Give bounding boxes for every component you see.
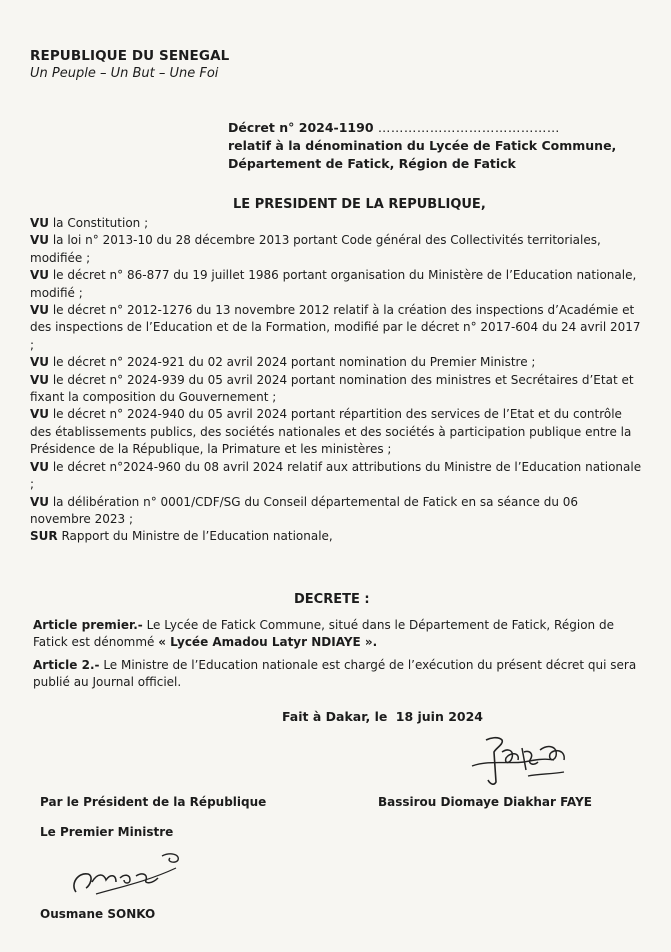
decree-number-line [228, 119, 616, 137]
decree-subject-line-2: Département de Fatick, Région de Fatick [228, 156, 516, 171]
visa-item: VU le décret n° 2012-1276 du 13 novembre 2012 relatif à la création des inspections d’Académie et des inspections de l’Education et de la Formation, modifié par le décret n° 2017-604 du 24 avril 2017 ; [30, 303, 641, 352]
prime-minister-signature-icon [66, 848, 188, 900]
fait-label: Fait à Dakar, le [282, 709, 388, 724]
decree-number: 2024-1190 [298, 120, 374, 135]
visa-item: VU la loi n° 2013-10 du 28 décembre 2013 portant Code général des Collectivités territoriales, modifiée ; [30, 233, 601, 265]
article-emphasis: « Lycée Amadou Latyr NDIAYE ». [158, 635, 378, 650]
prime-minister-name: Ousmane SONKO [40, 907, 156, 921]
countersign-label: Par le Président de la République [40, 795, 267, 809]
article-item: Article 2.- Le Ministre de l’Education nationale est chargé de l’exécution du présent décret qui sera publié au Journal officiel. [33, 657, 637, 690]
visas-list [30, 215, 642, 546]
decree-prefix: Décret n° [228, 120, 295, 135]
visa-item: SUR Rapport du Ministre de l’Education nationale, [30, 529, 333, 544]
signature-date: 18 juin 2024 [395, 709, 484, 724]
decree-dots: …………………………………… [377, 120, 560, 135]
country-name: REPUBLIQUE DU SENEGAL [30, 48, 230, 64]
visa-item: VU le décret n° 2024-940 du 05 avril 2024 portant répartition des services de l’Etat et du contrôle des établissements publics, des sociétés nationales et des sociétés à participation publique entre la Présidence de la République, la Primature et les ministères ; [30, 407, 632, 457]
visa-item: VU la Constitution ; [30, 216, 149, 230]
articles-list [33, 617, 640, 697]
visa-item: VU le décret n° 86-877 du 19 juillet 1986 portant organisation du Ministère de l’Education nationale, modifié ; [30, 268, 637, 300]
article-label: Article premier.- [33, 618, 143, 632]
visa-item: VU le décret n° 2024-921 du 02 avril 2024 portant nomination du Premier Ministre ; [30, 355, 536, 370]
decree-title-block [228, 119, 616, 173]
visa-item: VU le décret n° 2024-939 du 05 avril 2024 portant nomination des ministres et Secrétaires d’Etat et fixant la composition du Gouvernement ; [30, 372, 634, 405]
place-date-line [282, 709, 483, 724]
article-label: Article 2.- [33, 657, 100, 672]
president-signature-icon [468, 730, 580, 792]
national-motto: Un Peuple – Un But – Une Foi [30, 66, 219, 81]
prime-minister-title: Le Premier Ministre [40, 825, 174, 839]
visa-item: VU le décret n°2024-960 du 08 avril 2024 relatif aux attributions du Ministre de l’Education nationale ; [30, 459, 642, 492]
president-heading: LE PRESIDENT DE LA REPUBLIQUE, [233, 197, 486, 212]
president-name: Bassirou Diomaye Diakhar FAYE [378, 795, 592, 809]
article-item: Article premier.- Le Lycée de Fatick Commune, situé dans le Département de Fatick, Région de Fatick est dénommé « Lycée Amadou Latyr NDIAYE ». [33, 618, 614, 650]
decree-subject-line-1: relatif à la dénomination du Lycée de Fatick Commune, [228, 138, 617, 153]
visa-item: VU la délibération n° 0001/CDF/SG du Conseil départemental de Fatick en sa séance du 06 novembre 2023 ; [30, 494, 579, 526]
decrete-heading: DECRETE : [294, 592, 370, 607]
